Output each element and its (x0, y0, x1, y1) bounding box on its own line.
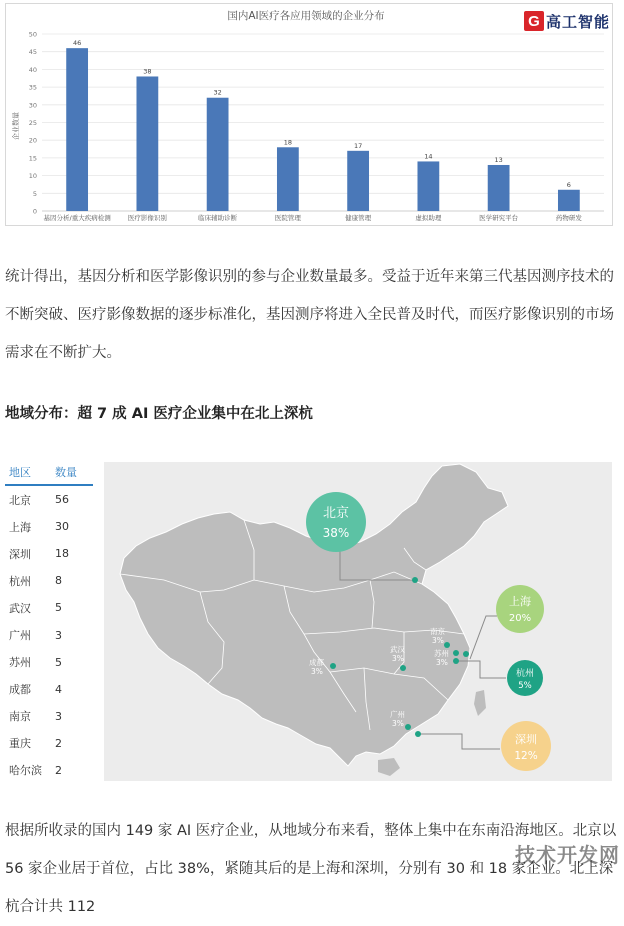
region-count: 5 (55, 655, 62, 669)
label-suzhou-pct: 3% (436, 658, 448, 667)
chart-y-tick-label: 20 (28, 136, 37, 145)
chart-y-tick-label: 10 (28, 172, 37, 181)
chart-y-tick-label: 40 (28, 65, 37, 74)
chart-x-tick-label: 药物研发 (555, 214, 582, 222)
bubble-shanghai (496, 585, 544, 633)
bubble-hangzhou-city: 杭州 (515, 669, 535, 679)
chart-y-tick-label: 50 (28, 30, 37, 39)
chart-x-tick-label: 健康管理 (345, 214, 372, 222)
table-row (5, 703, 93, 730)
bubble-shanghai-city: 上海 (509, 595, 531, 608)
bubble-beijing-city: 北京 (322, 506, 350, 521)
chart-data-label: 18 (283, 138, 293, 147)
paragraph-region-summary: 根据所收录的国内 149 家 AI 医疗企业，从地域分布来看，整体上集中在东南沿海地区。北京以 56 家企业居于首位，占比 38%，紧随其后的是上海和深圳，分别有 30 和 18 家企业。北上深杭合计共 112 (5, 823, 617, 915)
chart-data-label: 46 (72, 39, 82, 48)
region-name: 成都 (9, 683, 31, 697)
brand-logo-name: 高工智能 (545, 12, 610, 31)
chart-y-tick-label: 0 (32, 207, 37, 216)
chart-y-tick-label: 35 (28, 83, 37, 92)
region-name: 北京 (9, 493, 31, 507)
brand-logo-mark: G (524, 11, 544, 31)
region-count: 56 (55, 493, 69, 507)
chart-x-tick-label: 医院管理 (274, 214, 301, 222)
bubble-shenzhen-city: 深圳 (515, 733, 537, 746)
chart-bar (136, 76, 158, 211)
table-row (5, 567, 93, 594)
label-suzhou: 苏州 (434, 649, 449, 658)
table-row (5, 621, 93, 648)
region-table-header (5, 460, 93, 486)
chart-y-tick-label: 45 (28, 48, 37, 57)
chart-y-tick-label: 30 (28, 101, 37, 110)
label-chengdu: 成都 (309, 658, 324, 667)
table-row (5, 486, 93, 513)
label-guangzhou: 广州 (390, 710, 405, 719)
city-dot-shanghai (463, 651, 469, 657)
region-name: 南京 (9, 710, 31, 724)
bubble-beijing-pct: 38% (322, 526, 350, 540)
chart-y-tick-label: 15 (28, 154, 37, 163)
city-dot-wuhan (400, 665, 406, 671)
bubble-hangzhou (507, 660, 543, 696)
city-dot-nanjing (444, 642, 450, 648)
region-count: 8 (55, 574, 62, 588)
chart-y-tick-label: 25 (28, 119, 37, 127)
china-map (104, 462, 612, 781)
region-table-header-count: 数量 (55, 466, 77, 479)
bubble-beijing (306, 492, 366, 552)
chart-data-label: 32 (213, 88, 222, 97)
city-dot-shenzhen (415, 731, 421, 737)
bubble-shenzhen-pct: 12% (514, 750, 538, 762)
region-table (5, 460, 93, 784)
region-name: 广州 (9, 629, 31, 643)
hainan-island-shape (378, 758, 400, 776)
chart-data-label: 14 (424, 152, 433, 161)
region-name: 杭州 (9, 574, 31, 588)
chart-bar (66, 48, 88, 211)
region-count: 4 (55, 682, 62, 696)
chart-data-label: 38 (143, 67, 152, 76)
city-dot-guangzhou (405, 724, 411, 730)
region-count: 2 (55, 763, 62, 777)
chart-data-label: 13 (494, 155, 503, 164)
chart-bar (207, 98, 229, 211)
region-count: 3 (55, 709, 62, 723)
region-count: 30 (55, 520, 69, 534)
chart-x-tick-label: 医学研究平台 (479, 214, 519, 222)
table-row (5, 730, 93, 757)
region-name: 武汉 (9, 601, 31, 615)
region-count: 5 (55, 601, 62, 615)
chart-bar (277, 147, 299, 211)
table-row (5, 676, 93, 703)
city-dot-beijing (412, 577, 418, 583)
region-count: 18 (55, 547, 69, 561)
label-guangzhou-pct: 3% (392, 719, 404, 728)
region-name: 哈尔滨 (9, 764, 42, 778)
table-row (5, 513, 93, 540)
chart-y-tick-label: 5 (32, 189, 37, 198)
label-nanjing-pct: 3% (432, 636, 444, 645)
table-row (5, 757, 93, 784)
region-name: 深圳 (9, 547, 31, 561)
label-wuhan-pct: 3% (392, 654, 404, 663)
bubble-hangzhou-pct: 5% (518, 681, 532, 691)
chart-title: 国内AI医疗各应用领域的企业分布 (227, 10, 385, 22)
chart-x-tick-label: 基因分析/重大疾病检测 (43, 214, 111, 222)
chart-y-axis-label: 企业数量 (12, 112, 20, 140)
brand-logo (524, 10, 610, 32)
chart-bar (417, 161, 439, 211)
bubble-shanghai-pct: 20% (508, 613, 532, 624)
chart-x-tick-label: 临床辅助诊断 (198, 214, 238, 222)
region-count: 3 (55, 628, 62, 642)
section-heading: 地域分布：超 7 成 AI 医疗企业集中在北上深杭 (5, 406, 313, 422)
chart-bar (347, 151, 369, 211)
label-chengdu-pct: 3% (311, 667, 323, 676)
chart-x-tick-label: 虚拟助理 (415, 214, 442, 222)
chart-x-tick-label: 医疗影像识别 (127, 214, 167, 222)
city-dot-chengdu (330, 663, 336, 669)
bar-chart (6, 4, 614, 227)
region-name: 苏州 (9, 656, 31, 670)
region-count: 2 (55, 736, 62, 750)
china-map-panel (104, 462, 612, 781)
paragraph-analysis: 统计得出，基因分析和医学影像识别的参与企业数量最多。受益于近年来第三代基因测序技术的不断突破、医疗影像数据的逐步标准化，基因测序将进入全民普及时代，而医疗影像识别的市场需求在不断扩大。 (5, 269, 614, 361)
label-wuhan: 武汉 (390, 645, 405, 654)
region-name: 上海 (9, 520, 31, 534)
region-name: 重庆 (9, 737, 31, 751)
city-dot-suzhou (453, 650, 459, 656)
table-row (5, 649, 93, 676)
site-watermark: 技术开发网 (515, 843, 620, 867)
chart-bar (558, 190, 580, 211)
table-row (5, 540, 93, 567)
city-dot-hangzhou (453, 658, 459, 664)
table-row (5, 594, 93, 621)
chart-bar (488, 165, 510, 211)
bubble-shenzhen (501, 721, 551, 771)
taiwan-island-shape (474, 690, 486, 716)
chart-data-label: 6 (566, 180, 571, 189)
label-nanjing: 南京 (430, 627, 445, 636)
chart-data-label: 17 (353, 141, 363, 150)
region-table-header-region: 地区 (9, 466, 31, 479)
bar-chart-card (5, 3, 613, 226)
